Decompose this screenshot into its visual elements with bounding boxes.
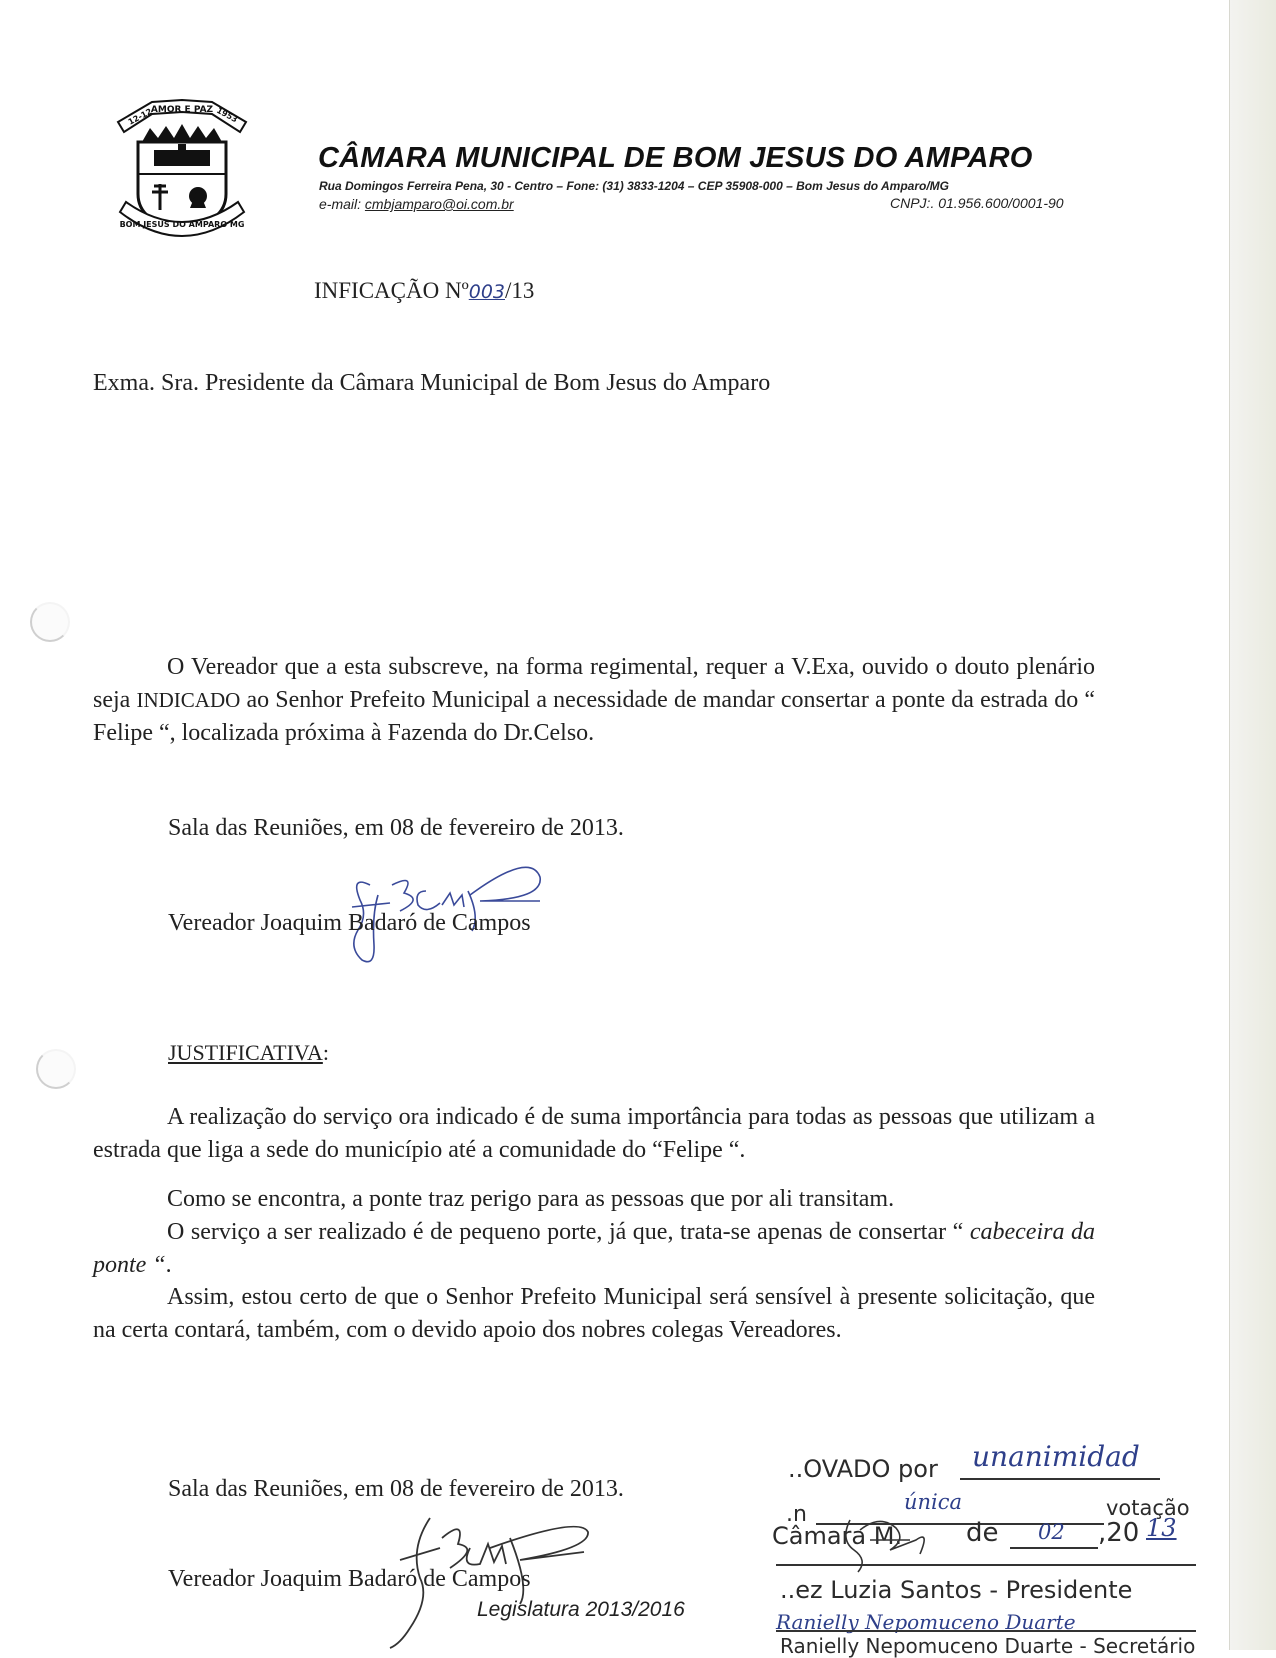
stamp-year-prefix: ,20 (1098, 1518, 1140, 1548)
punch-hole-bottom (36, 1049, 76, 1089)
chamber-title: CÂMARA MUNICIPAL DE BOM JESUS DO AMPARO (318, 142, 1033, 174)
stamp-approved-by: ..OVADO por (788, 1455, 938, 1483)
indicated-keyword: INDICADO (136, 688, 241, 712)
stamp-chamber-label: Câmara M. (772, 1522, 903, 1550)
legislature-footer: Legislatura 2013/2016 (477, 1598, 685, 1621)
stamp-president: ..ez Luzia Santos - Presidente (780, 1576, 1133, 1604)
president-signature-image (820, 1510, 940, 1580)
justification-paragraph-3: O serviço a ser realizado é de pequeno porte, já que, trata-se apenas de consertar “ cabeceira da ponte “. (93, 1219, 1095, 1278)
stamp-date-of: de (966, 1518, 999, 1548)
stamp-secretary-handwritten: Ranielly Nepomuceno Duarte (776, 1610, 1076, 1634)
svg-text:AMOR E PAZ: AMOR E PAZ (150, 105, 214, 115)
svg-text:1953: 1953 (215, 105, 239, 125)
signer-name-2: Vereador Joaquim Badaró de Campos (168, 1566, 531, 1592)
stamp-rule-3 (1010, 1547, 1098, 1549)
request-paragraph: O Vereador que a esta subscreve, na forma regimental, requer a V.Exa, ouvido o douto plenário seja INDICADO ao Senhor Prefeito Municipal a necessidade de mandar consertar a ponte da estrada do “ Felipe “, localizada próxima à Fazenda do Dr.Celso. (93, 654, 1096, 746)
chamber-email-line (319, 196, 514, 212)
svg-text:12-12: 12-12 (126, 106, 154, 127)
municipal-seal-logo (112, 92, 252, 242)
punch-hole-top (30, 602, 70, 642)
stamp-secretary: Ranielly Nepomuceno Duarte - Secretário (780, 1634, 1196, 1658)
stamp-vote-label: votação (1106, 1496, 1190, 1520)
stamp-month-handwritten: 02 (1038, 1520, 1065, 1544)
chamber-address: Rua Domingos Ferreira Pena, 30 - Centro – Fone: (31) 3833-1204 – CEP 35908-000 – Bom Jesus do Amparo/MG (319, 179, 949, 193)
justification-paragraph-2: Como se encontra, a ponte traz perigo para as pessoas que por ali transitam. (167, 1186, 895, 1212)
justification-paragraph-1: A realização do serviço ora indicado é de suma importância para todas as pessoas que utilizam a estrada que liga a sede do município até a comunidade do “Felipe “. (93, 1104, 1095, 1163)
stamp-in-handwritten: única (904, 1490, 963, 1514)
document-number-prefix: INFICAÇÃO Nº (314, 278, 469, 303)
stamp-rule-4 (776, 1564, 1196, 1566)
document-number (314, 278, 534, 304)
document-number-suffix: /13 (505, 278, 535, 303)
signer-name-1: Vereador Joaquim Badaró de Campos (168, 910, 531, 936)
email-label: e-mail: (319, 196, 365, 212)
chamber-cnpj: CNPJ:. 01.956.600/0001-90 (890, 195, 1064, 211)
date-line-1: Sala das Reuniões, em 08 de fevereiro de 2013. (168, 815, 624, 841)
stamp-year-handwritten: 13 (1146, 1514, 1177, 1542)
stamp-in-label: .n (786, 1502, 807, 1527)
addressee-line: Exma. Sra. Presidente da Câmara Municipal de Bom Jesus do Amparo (93, 370, 771, 396)
document-number-handwritten: 003 (468, 281, 505, 303)
stamp-approved-by-handwritten: unanimidad (972, 1440, 1140, 1473)
email-link[interactable]: cmbjamparo@oi.com.br (364, 196, 514, 212)
stamp-rule-1 (960, 1478, 1160, 1480)
justification-paragraph-4: Assim, estou certo de que o Senhor Prefeito Municipal será sensível à presente solicitação, que na certa contará, também, com o devido apoio dos nobres colegas Vereadores. (93, 1284, 1095, 1343)
scan-page-edge (1229, 0, 1276, 1650)
justification-heading: JUSTIFICATIVA: (168, 1040, 329, 1065)
stamp-rule-5 (776, 1630, 1196, 1632)
date-line-2: Sala das Reuniões, em 08 de fevereiro de 2013. (168, 1476, 624, 1502)
svg-text:BOM JESUS DO AMPARO MG: BOM JESUS DO AMPARO MG (119, 220, 245, 229)
